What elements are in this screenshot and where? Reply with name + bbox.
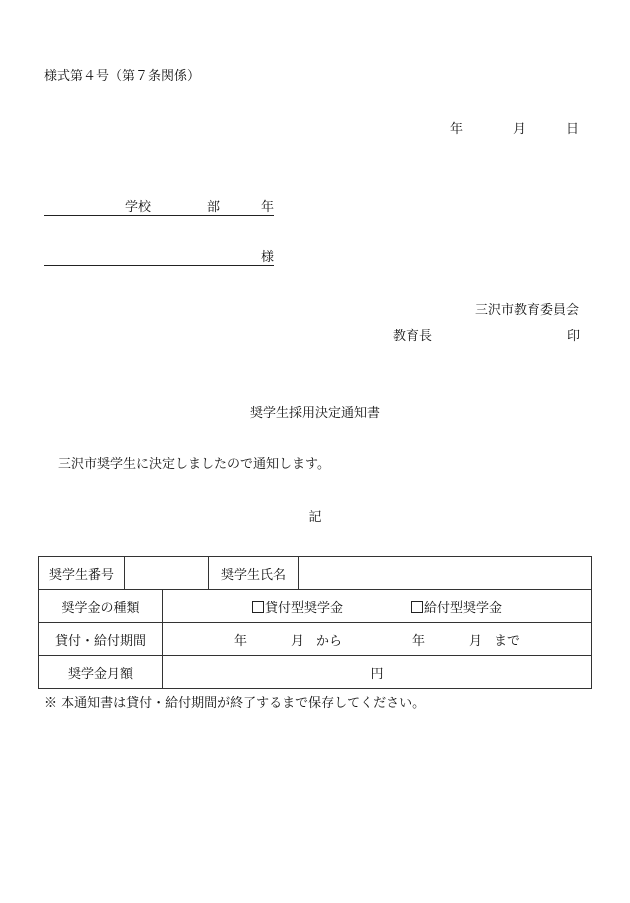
grant-type-label: 給付型奨学金: [424, 600, 503, 616]
footer-note: ※ 本通知書は貸付・給付期間が終了するまで保存してください。: [44, 696, 426, 711]
date-month-label: 月: [512, 122, 526, 137]
scholarship-type-label: 奨学金の種類: [39, 590, 163, 623]
scholarship-type-options: [163, 590, 592, 623]
issuer-organization: 三沢市教育委員会: [474, 303, 579, 318]
document-body: 三沢市奨学生に決定しましたので通知します。: [58, 457, 330, 472]
recipient-school-line: [44, 201, 274, 216]
table-row: [39, 656, 592, 689]
grade-label: 年: [261, 200, 275, 215]
monthly-amount-field[interactable]: [163, 656, 592, 689]
period-start-month: 月: [290, 633, 304, 649]
period-until: まで: [494, 633, 521, 649]
period-label: 貸付・給付期間: [39, 623, 163, 656]
department-label: 部: [207, 200, 221, 215]
date-year-label: 年: [449, 122, 463, 137]
recipient-name-line: [44, 251, 274, 266]
student-number-label: 奨学生番号: [39, 557, 125, 590]
issuer-title: 教育長: [393, 329, 433, 344]
period-end-year: 年: [412, 633, 426, 649]
grant-type-checkbox[interactable]: [411, 601, 502, 616]
loan-type-checkbox[interactable]: [252, 601, 343, 616]
period-from: から: [315, 633, 342, 649]
issue-date: [450, 123, 579, 136]
ki-heading: 記: [308, 510, 322, 525]
school-label: 学校: [125, 200, 152, 215]
date-day-label: 日: [565, 122, 579, 137]
monthly-amount-unit: 円: [370, 666, 384, 682]
document-title: 奨学生採用決定通知書: [249, 406, 380, 421]
seal-mark: 印: [567, 329, 581, 344]
period-start-year: 年: [233, 633, 247, 649]
period-field[interactable]: [163, 623, 592, 656]
scholarship-info-table: [38, 556, 592, 689]
checkbox-icon: [411, 601, 423, 613]
table-row: [39, 557, 592, 590]
student-name-field[interactable]: [299, 557, 592, 590]
honorific: 様: [261, 250, 275, 265]
checkbox-icon: [252, 601, 264, 613]
student-name-label: 奨学生氏名: [209, 557, 299, 590]
student-number-field[interactable]: [125, 557, 209, 590]
form-number: 様式第４号（第７条関係）: [44, 69, 201, 84]
period-end-month: 月: [469, 633, 483, 649]
table-row: [39, 590, 592, 623]
loan-type-label: 貸付型奨学金: [264, 600, 343, 616]
table-row: [39, 623, 592, 656]
monthly-amount-label: 奨学金月額: [39, 656, 163, 689]
